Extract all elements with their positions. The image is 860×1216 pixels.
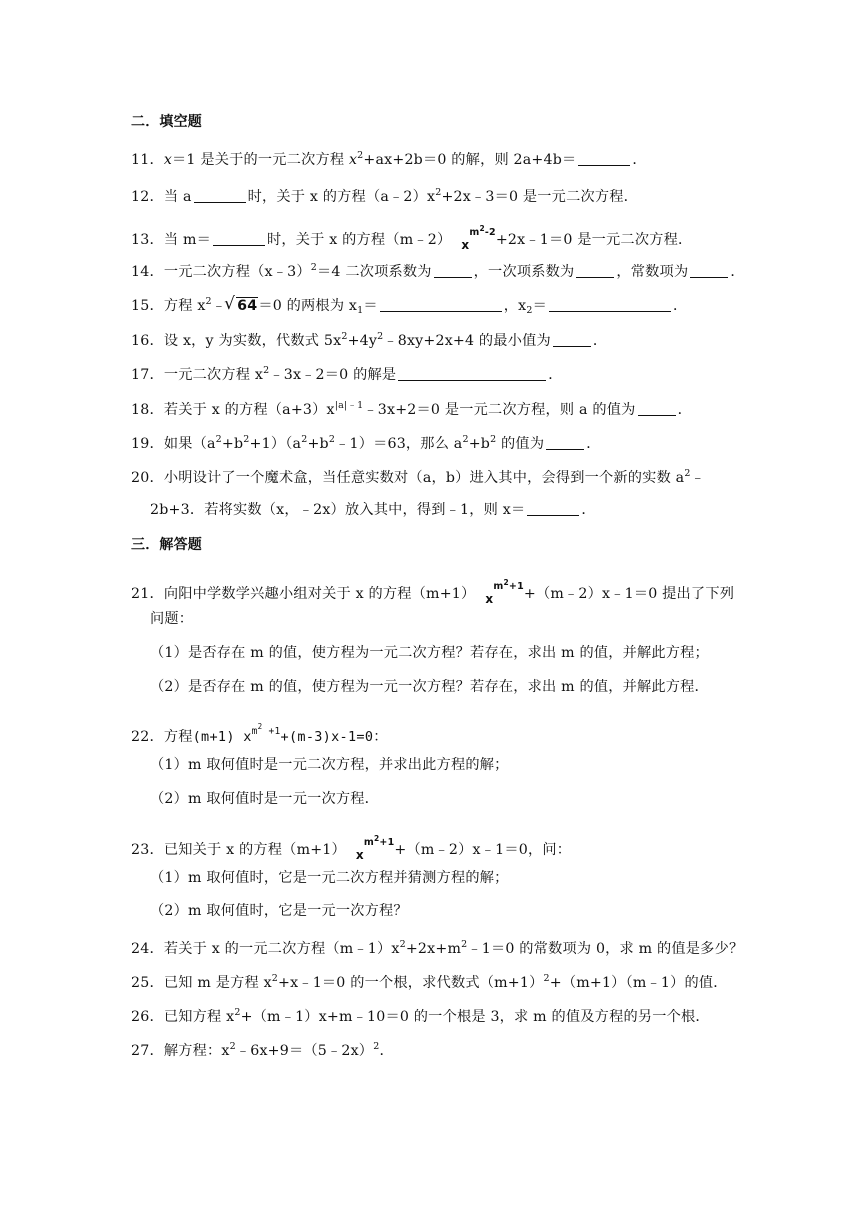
text: +（m﹣2）x﹣1＝0 提出了下列 bbox=[523, 586, 735, 602]
subscript: 2 bbox=[526, 305, 533, 316]
equation-image-exponent-power: 2 bbox=[479, 224, 485, 233]
answer-blank[interactable] bbox=[549, 297, 671, 312]
text: ﹣ bbox=[211, 298, 227, 314]
question-number: 13． bbox=[131, 232, 164, 248]
text: +（m+1）（m﹣1）的值． bbox=[549, 975, 728, 991]
text: +b bbox=[221, 436, 244, 452]
superscript: 2 bbox=[357, 150, 364, 161]
text: 若关于 x 的方程（a+3）x bbox=[163, 402, 335, 418]
question-12 bbox=[131, 183, 638, 207]
text: +b bbox=[468, 436, 491, 452]
question-number: 26． bbox=[131, 1009, 164, 1025]
text: ﹣ bbox=[690, 470, 705, 486]
subscript: 1 bbox=[357, 305, 364, 316]
question-18 bbox=[131, 396, 692, 420]
answer-blank[interactable] bbox=[578, 151, 630, 166]
equation-image-base: x bbox=[485, 592, 494, 606]
question-23 bbox=[131, 829, 571, 865]
question-23-part-1: （1）m 取何值时，它是一元二次方程并猜测方程的解； bbox=[150, 870, 509, 886]
equation-image-exponent-power: 2 bbox=[373, 834, 380, 843]
answer-blank[interactable] bbox=[553, 332, 591, 347]
text: 当 a bbox=[163, 189, 192, 205]
question-number: 20． bbox=[131, 470, 164, 486]
answer-blank[interactable] bbox=[638, 401, 676, 416]
equation-image-exponent-tail: +1 bbox=[508, 581, 524, 592]
equation-image-base: x bbox=[355, 848, 364, 862]
text: 向阳中学数学兴趣小组对关于 x 的方程（m+1） bbox=[163, 586, 476, 602]
section-heading-fill-blank: 二．填空题 bbox=[131, 114, 202, 130]
superscript: 2 bbox=[271, 973, 279, 984]
text: 方程 x bbox=[163, 298, 206, 314]
question-number: 19． bbox=[131, 436, 164, 452]
equation-image-exponent: m bbox=[493, 581, 504, 592]
equation-image bbox=[192, 722, 374, 745]
text: 已知 m 是方程 x bbox=[163, 975, 272, 991]
text: ﹣3x+2＝0 是一元二次方程，则 a 的值为 bbox=[363, 402, 636, 418]
text: +2x﹣1＝0 是一元二次方程． bbox=[495, 232, 693, 248]
answer-blank[interactable] bbox=[380, 297, 502, 312]
superscript: 2 bbox=[684, 468, 691, 479]
radicand: 64 bbox=[237, 298, 258, 314]
equation-image-exponent-tail: -2 bbox=[484, 227, 496, 238]
equation-image-exponent: m bbox=[469, 227, 480, 238]
question-number: 12． bbox=[131, 189, 164, 205]
question-15 bbox=[131, 292, 687, 321]
answer-blank[interactable] bbox=[527, 501, 579, 516]
question-number: 15． bbox=[131, 298, 164, 314]
question-17 bbox=[131, 361, 563, 385]
text: 当 m＝ bbox=[163, 232, 211, 248]
superscript: 2 bbox=[205, 296, 212, 307]
text: ＝0 的两根为 x bbox=[258, 298, 358, 314]
text: ． bbox=[586, 436, 601, 452]
answer-blank[interactable] bbox=[434, 263, 472, 278]
question-20 bbox=[131, 464, 705, 488]
superscript: 2 bbox=[462, 434, 469, 445]
text: ＝4 二次项系数为 bbox=[317, 264, 432, 280]
question-number: 11． bbox=[131, 152, 164, 168]
question-21 bbox=[131, 573, 734, 609]
answer-blank[interactable] bbox=[690, 263, 728, 278]
question-16 bbox=[131, 327, 607, 351]
question-number: 16． bbox=[131, 333, 164, 349]
text: 已知关于 x 的方程（m+1） bbox=[163, 842, 346, 858]
text: ，x bbox=[503, 298, 527, 314]
text: ． bbox=[592, 333, 608, 349]
text: ＝1 是关于的一元二次方程 bbox=[172, 152, 349, 168]
text: 时，关于 x 的方程（a﹣2）x bbox=[247, 189, 436, 205]
question-13 bbox=[131, 219, 692, 255]
text: +1）（a bbox=[249, 436, 302, 452]
question-21-continued: 问题： bbox=[150, 611, 194, 627]
question-number: 23． bbox=[131, 842, 164, 858]
question-20-continued bbox=[150, 500, 596, 520]
question-24 bbox=[131, 935, 743, 959]
text: +ax+2b＝0 的解，则 2a+4b＝ bbox=[363, 152, 577, 168]
text: ﹣3x﹣2＝0 的解是 bbox=[269, 367, 397, 383]
superscript: 2 bbox=[341, 331, 348, 342]
text: ． bbox=[581, 502, 596, 518]
question-21-part-2: （2）是否存在 m 的值，使方程为一元一次方程？若存在，求出 m 的值，并解此方程． bbox=[150, 679, 709, 695]
superscript: 2 bbox=[263, 365, 270, 376]
text: 已知方程 x bbox=[163, 1009, 235, 1025]
superscript: 2 bbox=[377, 331, 384, 342]
answer-blank[interactable] bbox=[194, 188, 246, 203]
question-22-part-1: （1）m 取何值时是一元二次方程，并求出此方程的解； bbox=[150, 757, 509, 773]
question-23-part-2: （2）m 取何值时，它是一元一次方程？ bbox=[150, 903, 408, 919]
text: 如果（a bbox=[163, 436, 216, 452]
text: 设 x，y 为实数，代数式 5x bbox=[163, 333, 342, 349]
superscript: 2 bbox=[328, 434, 336, 445]
question-number: 27． bbox=[131, 1043, 164, 1059]
text: +（m﹣1）x+m﹣10＝0 的一个根是 3，求 m 的值及方程的另一个根． bbox=[240, 1009, 710, 1025]
text: ，一次项系数为 bbox=[473, 264, 575, 280]
superscript: 2 bbox=[490, 434, 497, 445]
superscript: 2 bbox=[234, 1007, 241, 1018]
question-number: 18． bbox=[131, 402, 164, 418]
answer-blank[interactable] bbox=[546, 435, 584, 450]
question-11 bbox=[131, 146, 647, 170]
text: ． bbox=[379, 1043, 394, 1059]
superscript: 2 bbox=[310, 262, 318, 273]
text: 时，关于 x 的方程（m﹣2） bbox=[266, 232, 452, 248]
sqrt-symbol bbox=[226, 296, 258, 316]
question-number: 24． bbox=[131, 941, 164, 957]
text: +2x+m bbox=[405, 941, 462, 957]
text: ． bbox=[730, 264, 745, 280]
superscript: |a|﹣1 bbox=[334, 400, 364, 411]
equation-exponent: m bbox=[251, 726, 258, 737]
equation-exponent-power: 2 bbox=[257, 722, 263, 731]
equation-image-exponent: m bbox=[363, 837, 374, 848]
text: 的值为 bbox=[496, 436, 545, 452]
question-14 bbox=[131, 258, 745, 282]
text: +b bbox=[307, 436, 329, 452]
text: ﹣1＝0 的常数项为 0，求 m 的值是多少？ bbox=[467, 941, 744, 957]
superscript: 2 bbox=[301, 434, 308, 445]
text: ． bbox=[673, 298, 688, 314]
question-number: 14． bbox=[131, 264, 164, 280]
equation-base: (m+1) x bbox=[192, 729, 252, 745]
text: +2x﹣3＝0 是一元二次方程． bbox=[441, 189, 639, 205]
text: x bbox=[163, 152, 173, 168]
question-number: 17． bbox=[131, 367, 164, 383]
text: ： bbox=[373, 729, 388, 745]
answer-blank[interactable] bbox=[398, 366, 546, 381]
text: 一元二次方程（x﹣3） bbox=[163, 264, 311, 280]
answer-blank[interactable] bbox=[576, 263, 614, 278]
superscript: 2 bbox=[461, 939, 468, 950]
question-19 bbox=[131, 430, 601, 454]
text: ﹣8xy+2x+4 的最小值为 bbox=[383, 333, 551, 349]
equation-image-exponent-tail: +1 bbox=[379, 837, 395, 848]
text: 小明设计了一个魔术盒，当任意实数对（a，b）进入其中，会得到一个新的实数 a bbox=[163, 470, 685, 486]
equation-image-exponent-power: 2 bbox=[503, 578, 509, 587]
question-number: 21． bbox=[131, 586, 164, 602]
text: ﹣6x+9＝（5﹣2x） bbox=[235, 1043, 374, 1059]
text: +4y bbox=[347, 333, 378, 349]
text: 2b+3．若将实数（x，﹣2x）放入其中，得到﹣1，则 x＝ bbox=[150, 502, 526, 518]
text: x bbox=[348, 152, 358, 168]
superscript: 2 bbox=[373, 1041, 380, 1052]
superscript: 2 bbox=[543, 973, 550, 984]
question-27 bbox=[131, 1037, 394, 1061]
text: ﹣1）＝63，那么 a bbox=[335, 436, 463, 452]
question-25 bbox=[131, 969, 728, 993]
text: +（m﹣2）x﹣1＝0，问： bbox=[394, 842, 572, 858]
answer-blank[interactable] bbox=[213, 231, 265, 246]
superscript: 2 bbox=[435, 187, 442, 198]
superscript: 2 bbox=[243, 434, 250, 445]
text: 方程 bbox=[163, 729, 193, 745]
section-heading-solve: 三．解答题 bbox=[131, 537, 202, 553]
question-number: 25． bbox=[131, 975, 164, 991]
superscript: 2 bbox=[399, 939, 406, 950]
text: ． bbox=[677, 402, 692, 418]
text: 一元二次方程 x bbox=[163, 367, 264, 383]
equation-exponent-tail: +1 bbox=[262, 726, 281, 737]
question-21-part-1: （1）是否存在 m 的值，使方程为一元二次方程？若存在，求出 m 的值，并解此方程； bbox=[150, 645, 709, 661]
equation-image-base: x bbox=[461, 238, 470, 252]
text: ＝ bbox=[532, 298, 547, 314]
text: 解方程：x bbox=[163, 1043, 230, 1059]
question-number: 22． bbox=[131, 729, 164, 745]
text: ＝ bbox=[363, 298, 378, 314]
equation-tail: +(m-3)x-1=0 bbox=[280, 729, 374, 745]
text: ，常数项为 bbox=[616, 264, 689, 280]
superscript: 2 bbox=[229, 1041, 236, 1052]
text: ． bbox=[548, 367, 563, 383]
text: 若关于 x 的一元二次方程（m﹣1）x bbox=[163, 941, 400, 957]
text: +x﹣1＝0 的一个根，求代数式（m+1） bbox=[278, 975, 544, 991]
text: ． bbox=[632, 152, 647, 168]
question-22-part-2: （2）m 取何值时是一元一次方程． bbox=[150, 791, 380, 807]
question-22 bbox=[131, 717, 388, 747]
superscript: 2 bbox=[215, 434, 222, 445]
question-26 bbox=[131, 1003, 710, 1027]
